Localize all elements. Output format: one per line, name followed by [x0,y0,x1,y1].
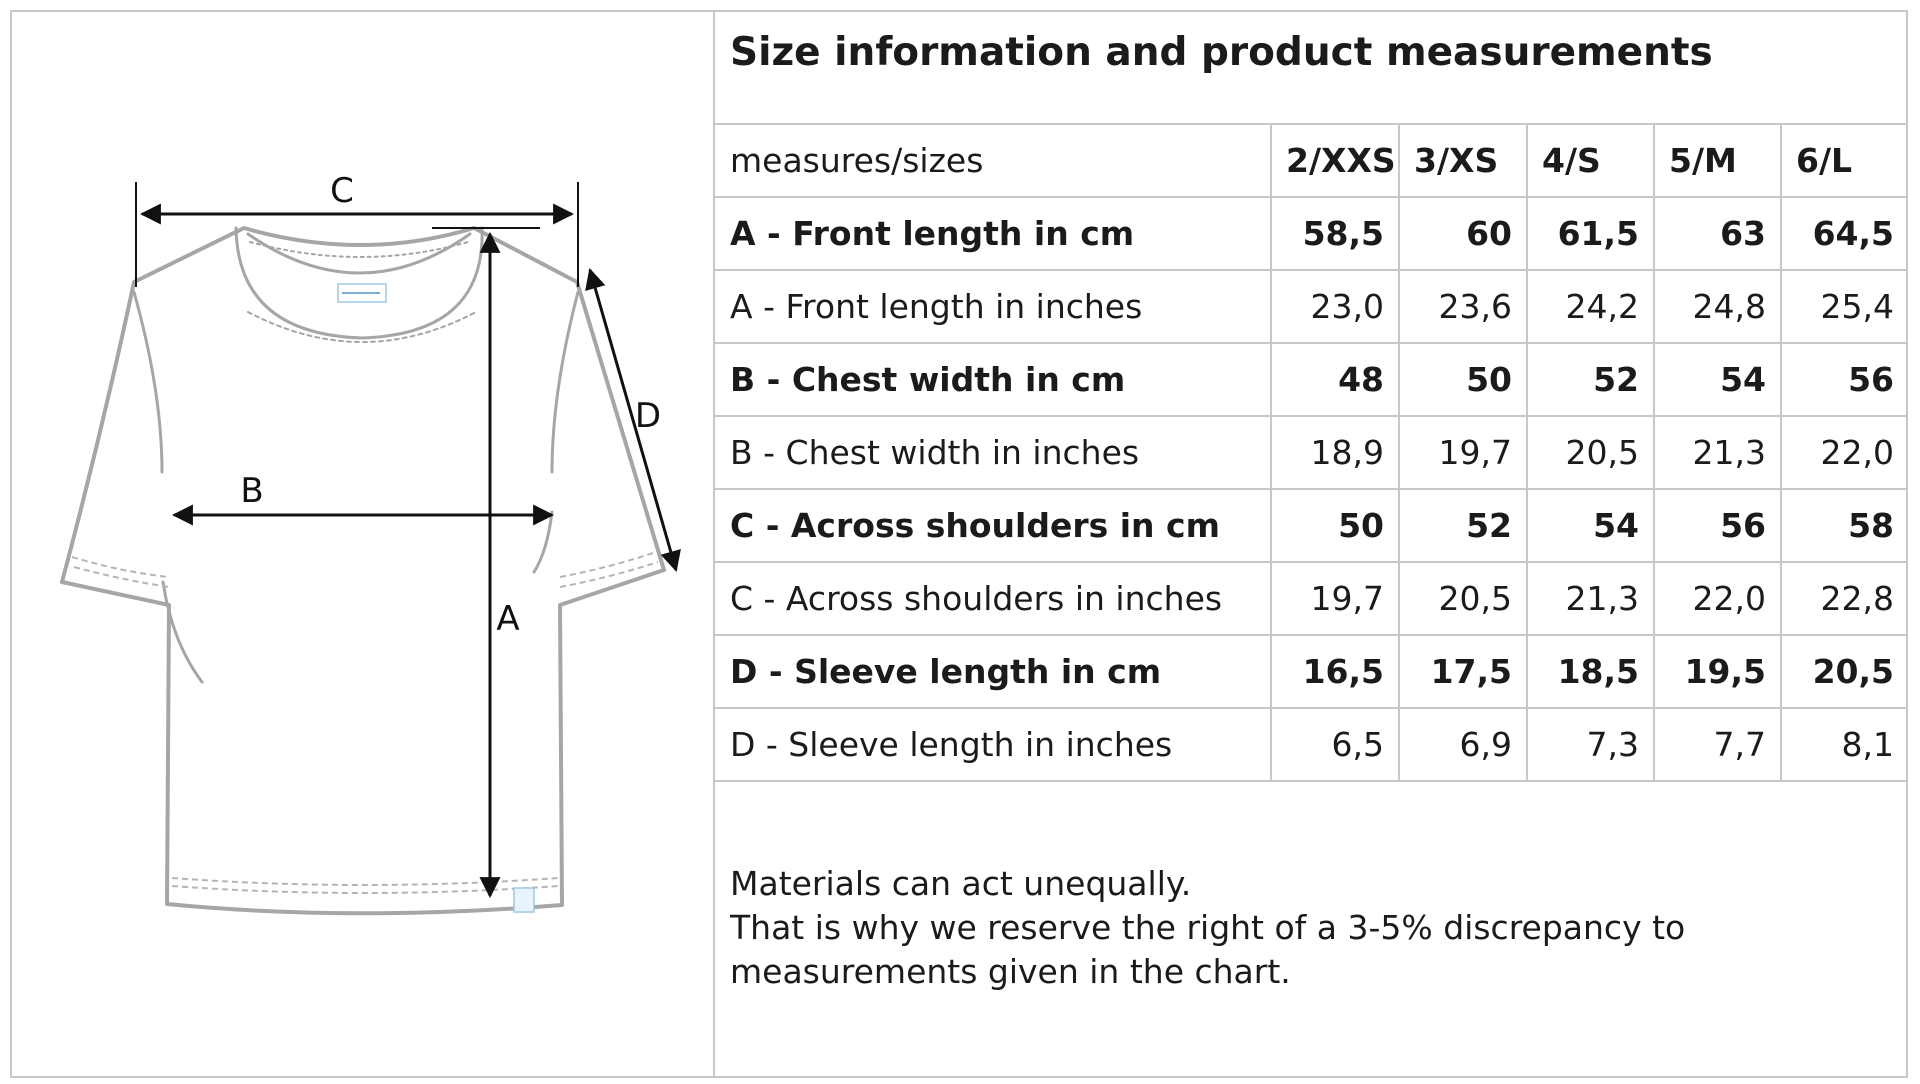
measurement-cell: 18,5 [1527,635,1654,708]
measurement-cell: 17,5 [1399,635,1527,708]
tshirt-outline [62,228,664,913]
table-body [715,197,1908,781]
measurement-cell: 8,1 [1781,708,1908,781]
table-row [715,635,1908,708]
size-header: 5/M [1654,124,1781,197]
label-a: A [496,599,520,639]
label-b: B [240,471,264,511]
size-table [715,123,1908,782]
table-row [715,270,1908,343]
measurement-cell: 50 [1271,489,1399,562]
measurement-cell: 61,5 [1527,197,1654,270]
label-c: C [330,171,354,211]
measurement-cell: 20,5 [1527,416,1654,489]
measurement-cell: 56 [1781,343,1908,416]
disclaimer-notes [730,862,1900,994]
measurement-arrows [142,214,676,896]
size-header: 3/XS [1399,124,1527,197]
measurement-cell: 50 [1399,343,1527,416]
page-title: Size information and product measurements [730,30,1713,75]
size-header: 2/XXS [1271,124,1399,197]
measurement-cell: 58 [1781,489,1908,562]
row-label: B - Chest width in inches [715,416,1271,489]
size-header: 4/S [1527,124,1654,197]
measurement-cell: 6,5 [1271,708,1399,781]
measurement-cell: 22,0 [1781,416,1908,489]
row-label: C - Across shoulders in cm [715,489,1271,562]
measurement-cell: 54 [1527,489,1654,562]
row-label: D - Sleeve length in inches [715,708,1271,781]
row-label: B - Chest width in cm [715,343,1271,416]
table-header-row [715,124,1908,197]
measurement-cell: 24,2 [1527,270,1654,343]
measurement-cell: 6,9 [1399,708,1527,781]
measurement-cell: 24,8 [1654,270,1781,343]
row-label: A - Front length in cm [715,197,1271,270]
measurement-cell: 21,3 [1527,562,1654,635]
measurement-cell: 54 [1654,343,1781,416]
measurement-cell: 58,5 [1271,197,1399,270]
measurement-cell: 64,5 [1781,197,1908,270]
measurement-cell: 48 [1271,343,1399,416]
header-measures-sizes: measures/sizes [715,124,1271,197]
extension-lines [136,182,578,287]
measurement-cell: 22,0 [1654,562,1781,635]
row-label: D - Sleeve length in cm [715,635,1271,708]
measurement-cell: 20,5 [1399,562,1527,635]
measurement-cell: 21,3 [1654,416,1781,489]
table-row [715,343,1908,416]
table-row [715,416,1908,489]
measurement-cell: 23,0 [1271,270,1399,343]
measurement-cell: 20,5 [1781,635,1908,708]
size-header: 6/L [1781,124,1908,197]
measurement-cell: 22,8 [1781,562,1908,635]
arrow-d [590,270,676,570]
row-label: A - Front length in inches [715,270,1271,343]
table-row [715,562,1908,635]
measurement-cell: 16,5 [1271,635,1399,708]
measurement-cell: 19,7 [1271,562,1399,635]
measurement-cell: 56 [1654,489,1781,562]
measurement-cell: 63 [1654,197,1781,270]
measurement-cell: 60 [1399,197,1527,270]
note-line: Materials can act unequally. [730,864,1192,903]
row-label: C - Across shoulders in inches [715,562,1271,635]
tshirt-diagram [12,12,712,1076]
measurement-cell: 7,7 [1654,708,1781,781]
measurement-cell: 25,4 [1781,270,1908,343]
note-line: That is why we reserve the right of a 3-5% discrepancy to measurements given in the chart. [730,908,1686,991]
measurement-cell: 19,5 [1654,635,1781,708]
measurement-cell: 52 [1399,489,1527,562]
care-label-tags [338,284,534,912]
table-row [715,197,1908,270]
measurement-cell: 19,7 [1399,416,1527,489]
measurement-cell: 7,3 [1527,708,1654,781]
table-row [715,489,1908,562]
label-d: D [634,396,662,436]
measurement-cell: 52 [1527,343,1654,416]
measurement-cell: 18,9 [1271,416,1399,489]
table-row [715,708,1908,781]
measurement-cell: 23,6 [1399,270,1527,343]
